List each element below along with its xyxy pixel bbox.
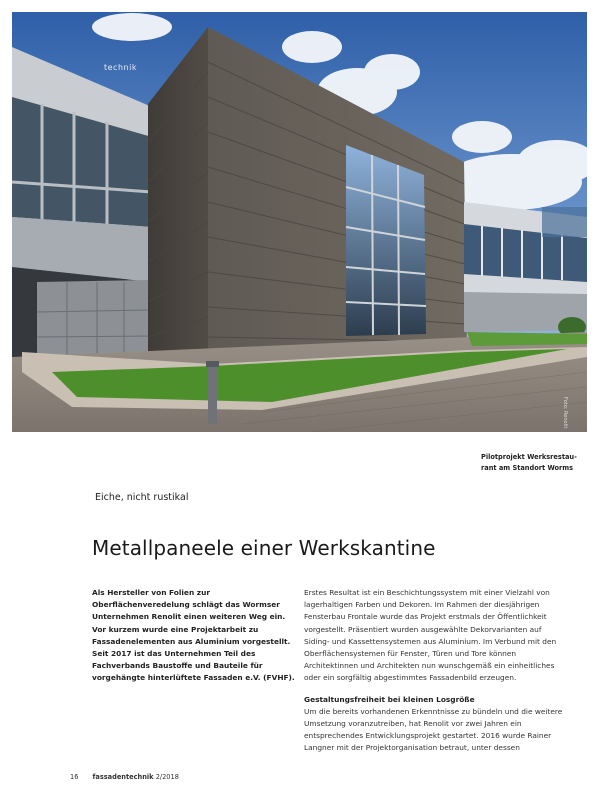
page-number: 16 <box>70 773 79 781</box>
building-facade-photo <box>12 12 587 432</box>
issue-number: 2/2018 <box>155 773 179 781</box>
section-tag: technik <box>104 63 137 72</box>
body-paragraph: Erstes Resultat ist ein Beschichtungssystem mit einer Vielzahl von lagerhaltigen Farben und Dekoren. Im Rahmen der diesjährigen Fensterbau Frontale wurde das Projekt erstmals der Öffentlichkeit vorgestellt. Präsentiert wurden ausgewählte Dekorvarianten auf Siding- und Kassettensystemen aus Aluminium. Im Verbund mit den Oberflächensystemen für Fenster, Türen und Tore können Architektinnen und Architekten nun wunschgemäß ein einheitliches oder ein sorgfältig abgestimmtes Fassadenbild erzeugen. <box>304 588 557 683</box>
photo-credit: Foto: Renolit <box>562 397 568 429</box>
page-title: Metallpaneele einer Werkskantine <box>92 536 436 560</box>
page-footer <box>70 773 179 781</box>
photo-caption: Pilotprojekt Werksrestau-rant am Standort Worms <box>481 453 577 472</box>
body-paragraph: Um die bereits vorhandenen Erkenntnisse zu bündeln und die weitere Umsetzung voranzutreiben, hat Renolit vor zwei Jahren ein entsprechendes Entwicklungsprojekt gestartet. 2016 wurde Rainer Langner mit der Projektorganisation betraut, unter dessen <box>304 706 563 753</box>
subheading: Gestaltungsfreiheit bei kleinen Losgröße <box>304 694 475 704</box>
body-column <box>304 587 566 755</box>
kicker: Eiche, nicht rustikal <box>95 492 189 503</box>
lead-paragraph: Als Hersteller von Folien zur Oberflächenveredelung schlägt das Wormser Unternehmen Renolit einen weiteren Weg ein. Vor kurzem wurde eine Projektarbeit zu Fassadenelementen aus Aluminium vorgestellt. Seit 2017 ist das Unternehmen Teil des Fachverbands Baustoffe und Bauteile für vorgehängte hinterlüftete Fassaden e.V. (FVHF). <box>92 588 295 683</box>
magazine-name: fassadentechnik <box>92 773 154 781</box>
